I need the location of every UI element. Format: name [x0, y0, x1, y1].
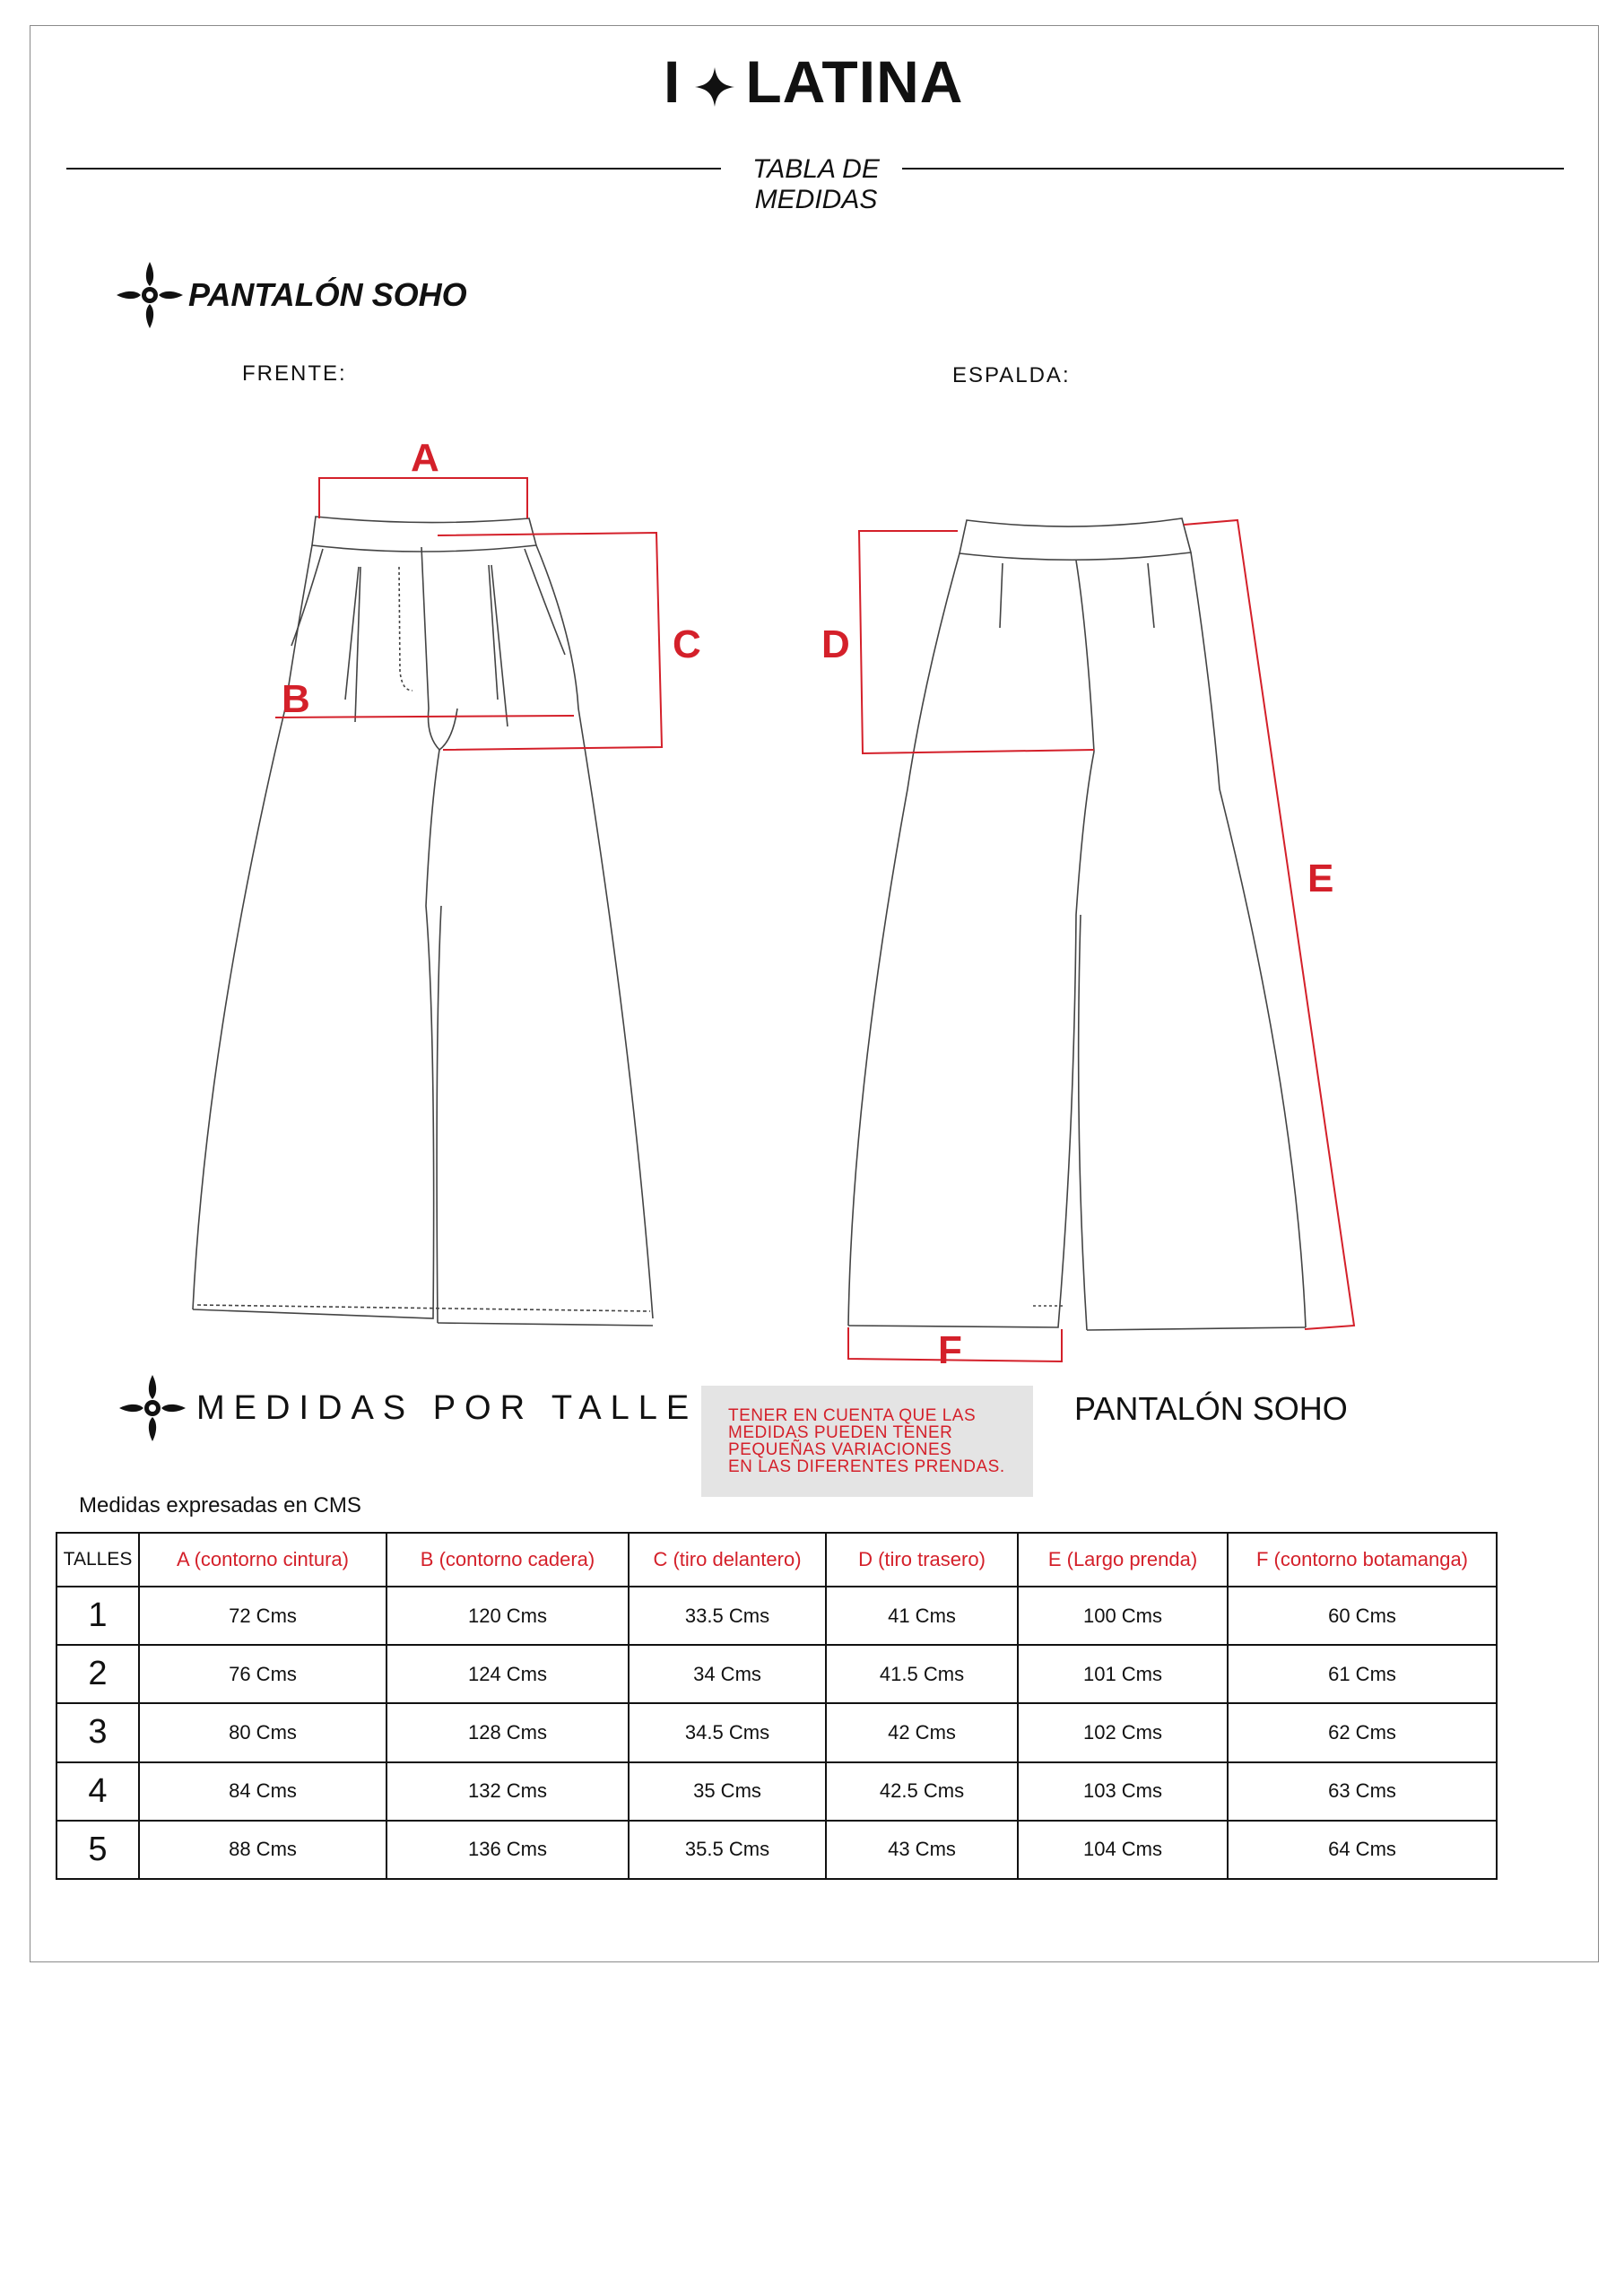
front-pants-sketch: [193, 517, 653, 1326]
table-cell: 43 Cms: [826, 1821, 1018, 1879]
measure-letter-d: D: [821, 622, 850, 666]
variation-note: [701, 1386, 1033, 1497]
table-cell: 72 Cms: [139, 1587, 386, 1645]
table-cell: 136 Cms: [386, 1821, 629, 1879]
table-cell: 42 Cms: [826, 1703, 1018, 1761]
table-cell: 100 Cms: [1018, 1587, 1228, 1645]
table-row: [56, 1821, 1497, 1879]
note-line-1: TENER EN CUENTA QUE LAS: [728, 1406, 977, 1425]
table-cell: 64 Cms: [1228, 1821, 1497, 1879]
table-cell: 35.5 Cms: [629, 1821, 826, 1879]
table-row: [56, 1587, 1497, 1645]
table-cell: 34 Cms: [629, 1645, 826, 1703]
table-cell: 132 Cms: [386, 1762, 629, 1821]
column-header: F (contorno botamanga): [1228, 1533, 1497, 1587]
table-header-row: [56, 1533, 1497, 1587]
column-header: A (contorno cintura): [139, 1533, 386, 1587]
subtitle-line-1: TABLA DE: [752, 154, 880, 184]
quatrefoil-icon: [119, 1375, 186, 1441]
table-cell: 63 Cms: [1228, 1762, 1497, 1821]
table-cell: 124 Cms: [386, 1645, 629, 1703]
table-cell: 84 Cms: [139, 1762, 386, 1821]
measure-letter-a: A: [411, 436, 439, 480]
table-row: [56, 1762, 1497, 1821]
note-line-2: MEDIDAS PUEDEN TENER: [728, 1423, 953, 1442]
table-cell: 128 Cms: [386, 1703, 629, 1761]
table-cell: 80 Cms: [139, 1703, 386, 1761]
size-cell: 2: [56, 1645, 139, 1703]
subtitle-line-2: MEDIDAS: [754, 185, 878, 214]
table-cell: 102 Cms: [1018, 1703, 1228, 1761]
table-cell: 101 Cms: [1018, 1645, 1228, 1703]
measure-c-guide: [438, 533, 662, 750]
table-cell: 60 Cms: [1228, 1587, 1497, 1645]
sizes-section-title: MEDIDAS POR TALLE: [196, 1388, 699, 1427]
table-cell: 61 Cms: [1228, 1645, 1497, 1703]
note-line-3: PEQUEÑAS VARIACIONES: [728, 1440, 952, 1459]
table-cell: 103 Cms: [1018, 1762, 1228, 1821]
column-header: B (contorno cadera): [386, 1533, 629, 1587]
table-cell: 33.5 Cms: [629, 1587, 826, 1645]
table-cell: 41.5 Cms: [826, 1645, 1018, 1703]
table-cell: 62 Cms: [1228, 1703, 1497, 1761]
measure-letter-f: F: [938, 1328, 962, 1372]
back-pants-sketch: [848, 518, 1306, 1330]
table-cell: 104 Cms: [1018, 1821, 1228, 1879]
column-header: E (Largo prenda): [1018, 1533, 1228, 1587]
size-cell: 3: [56, 1703, 139, 1761]
table-row: [56, 1703, 1497, 1761]
table-cell: 41 Cms: [826, 1587, 1018, 1645]
size-cell: 4: [56, 1762, 139, 1821]
table-cell: 34.5 Cms: [629, 1703, 826, 1761]
front-view-label: FRENTE:: [242, 361, 347, 386]
table-cell: 76 Cms: [139, 1645, 386, 1703]
size-chart-table: [56, 1532, 1498, 1880]
product-section-title: PANTALÓN SOHO: [188, 276, 467, 313]
measure-letter-b: B: [282, 677, 310, 721]
note-line-4: EN LAS DIFERENTES PRENDAS.: [728, 1457, 1005, 1476]
table-cell: 42.5 Cms: [826, 1762, 1018, 1821]
size-cell: 1: [56, 1587, 139, 1645]
column-header: D (tiro trasero): [826, 1533, 1018, 1587]
measure-letter-e: E: [1307, 857, 1334, 900]
product-name: PANTALÓN SOHO: [1074, 1390, 1348, 1427]
units-note: Medidas expresadas en CMS: [79, 1493, 361, 1518]
measure-a-guide: [319, 478, 527, 518]
brand-logo-right: LATINA: [745, 48, 964, 115]
back-view-label: ESPALDA:: [952, 363, 1071, 387]
measure-b-guide: [275, 716, 574, 718]
measure-letter-c: C: [673, 622, 701, 666]
sizes-section-heading: [119, 1375, 698, 1441]
table-cell: 88 Cms: [139, 1821, 386, 1879]
table-cell: 120 Cms: [386, 1587, 629, 1645]
measurement-letters: [282, 436, 1333, 1372]
measure-d-guide: [859, 531, 1094, 753]
table-cell: 35 Cms: [629, 1762, 826, 1821]
measure-e-guide: [1184, 520, 1354, 1329]
column-header: TALLES: [56, 1533, 139, 1587]
table-row: [56, 1645, 1497, 1703]
brand-logo-left: I: [664, 48, 682, 115]
size-cell: 5: [56, 1821, 139, 1879]
column-header: C (tiro delantero): [629, 1533, 826, 1587]
